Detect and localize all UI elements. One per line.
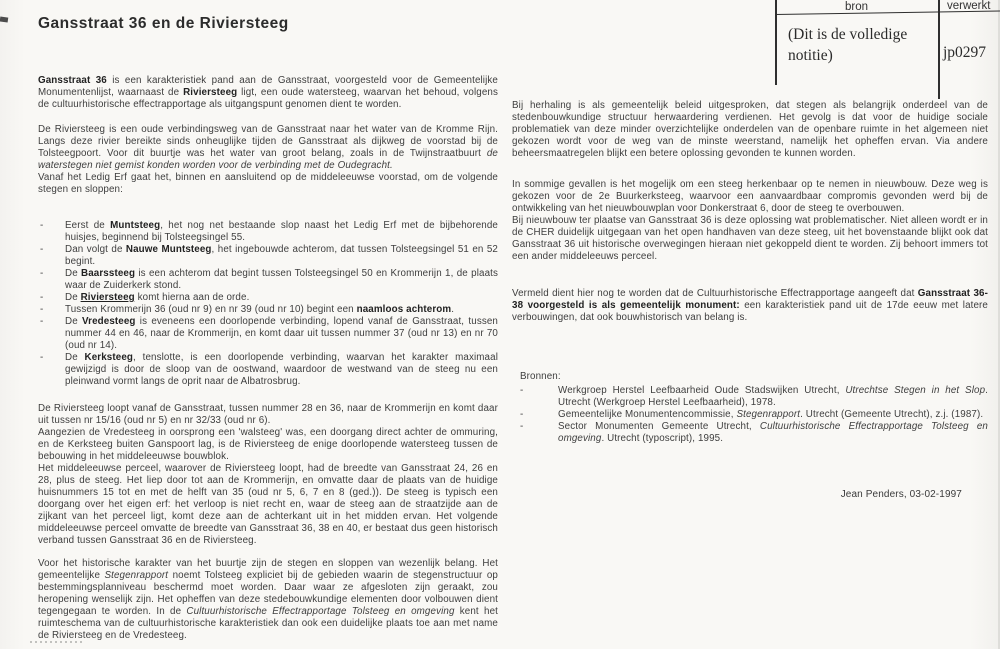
list-item-text: De Riviersteeg komt hierna aan de orde. xyxy=(65,292,250,303)
bullet-dash: - xyxy=(40,292,44,303)
source-text: Gemeentelijke Monumentencommissie, Stegenrapport. Utrecht (Gemeente Utrecht), z.j. (1987). xyxy=(558,409,984,420)
list-item-text: De Baarssteeg is een achterom dat begint tussen Tolsteegsingel 50 en Krommerijn 1, de plaats waar de Zuiderkerk stond. xyxy=(65,268,499,291)
document-title: Gansstraat 36 en de Riviersteeg xyxy=(38,15,289,32)
paragraph-loopt: De Riviersteeg loopt vanaf de Gansstraat, tussen nummer 28 en 36, naar de Krommerijn en komt daar uit tussen nr 15/16 (oud nr 5) en nr 32/33 (oud nr 6). xyxy=(38,403,498,426)
bullet-dash: - xyxy=(520,409,524,420)
table-cell-code: jp0297 xyxy=(943,44,987,61)
paragraph-gansstraat36: Bij nieuwbouw ter plaatse van Gansstraat 36 is deze oplossing wat problematischer. Niet alleen wordt er in de CHER duidelijk uitgegaan van het open handhaven van deze steeg, uit het bovenstaande blijkt ook dat Gansstraat 36 uit historische overwegingen hieraan niet gekoppeld dient te worden. Zij behoort immers tot een ander middeleeuws perceel. xyxy=(512,215,988,262)
source-item xyxy=(512,421,988,445)
paragraph-vermeld: Vermeld dient hier nog te worden dat de Cultuurhistorische Effectrapportage aangeeft dat Gansstraat 36-38 voorgesteld is als gemeentelijk monument: een karakteristiek pand uit de 17de eeuw met latere verbouwingen, dat ook bouwhistorisch van belang is. xyxy=(512,288,988,323)
bullet-dash: - xyxy=(40,268,44,279)
signature: Jean Penders, 03-02-1997 xyxy=(840,489,962,500)
paragraph-intro: Gansstraat 36 is een karakteristiek pand aan de Gansstraat, voorgesteld voor de Gemeentelijke Monumentenlijst, waarnaast de Riviersteeg ligt, een oude watersteeg, waarvan het behoud, volgens de cultuurhistorische effectrapportage als uitgangspunt genomen dient te worden. xyxy=(38,75,498,110)
right-column xyxy=(512,100,988,501)
paragraph-vanaf-ledig-erf: Vanaf het Ledig Erf gaat het, binnen en aansluitend op de middeleeuwse voorstad, om de volgende stegen en sloppen: xyxy=(38,172,498,195)
sources-list xyxy=(512,385,988,445)
paragraph-beleid: Bij herhaling is als gemeentelijk beleid uitgesproken, dat stegen als belangrijk onderdeel van de stedenbouwkundige structuur herwaardering verdienen. Het gevolg is dat voor de huidige sociale problematiek van deze minder overzichtelijke onderdelen van de openbare ruimte in het algemeen niet gekozen wordt voor de weg van de minste weerstand, namelijk het opheffen ervan. Via andere beheersmaatregelen blijkt een betere oplossing gevonden te kunnen worden. xyxy=(512,100,988,159)
steeg-list xyxy=(38,220,498,388)
bullet-dash: - xyxy=(520,385,524,396)
bullet-dash: - xyxy=(40,244,44,255)
source-item xyxy=(512,409,988,421)
list-item xyxy=(38,220,498,244)
list-item-text: De Vredesteeg is eveneens een doorlopende verbinding, lopend vanaf de Gansstraat, tussen nummer 44 en 46, naar de Krommerijn, en komt daar uit tussen nummer 37 (oud nr 13) en nr 70 (oud nr 14). xyxy=(65,316,498,351)
bullet-dash: - xyxy=(40,352,44,363)
list-item-text: De Kerksteeg, tenslotte, is een doorlopende verbinding, waarvan het karakter maximaal gewijzigd is door de sloop van de oostwand, waardoor de westwand van de steeg nu een pleinwand vormt langs de oprit naar de Albatrosbrug. xyxy=(65,352,498,387)
paragraph-historisch-karakter: Voor het historische karakter van het buurtje zijn de stegen en sloppen van wezenlijk belang. Het gemeentelijke Stegenrapport noemt Tolsteeg expliciet bij de gebieden waarin de stegenstructuur op bestemmingsplanniveau beschermd moet worden. Daar waar ze afgesloten zijn geraakt, zou heropening wenselijk zijn. Het opheffen van deze stedebouwkundige elementen door volbouwen dient tegengegaan te worden. In de Cultuurhistorische Effectrapportage Tolsteeg en omgeving kent het ruimteschema van de cultuurhistorische karakteristiek dan ook een duidelijke plaats toe aan met name de Riviersteeg en de Vredesteeg. xyxy=(38,558,498,641)
list-item xyxy=(38,292,498,304)
bullet-dash: - xyxy=(40,316,44,327)
table-cell-note: (Dit is de volledige notitie) xyxy=(788,26,908,64)
list-item xyxy=(38,244,498,268)
bullet-dash: - xyxy=(40,220,44,231)
paragraph-perceel: Het middeleeuwse perceel, waarover de Riviersteeg loopt, had de breedte van Gansstraat 24, 26 en 28, plus de steeg. Het liep door tot aan de Krommerijn, en omvatte daar de plaats van de huidige huisnummers 15 tot en met de helft van 35 (oud nr 5, 6, 7 en 8 (ged.)). De steeg is typisch een doorgang over het eigen erf: het verloop is niet recht en, waar de steeg aan de straatzijde aan de zijkant van het perceel ligt, komt deze aan de achterkant uit in het midden ervan. Het volgende middeleeuwse perceel omvatte de breedte van Gansstraat 36, 38 en 40, er bestaat dus geen historisch verband tussen Gansstraat 36 en de Riviersteeg. xyxy=(38,463,498,546)
source-text: Sector Monumenten Gemeente Utrecht, Cultuurhistorische Effectrapportage Tolsteeg en omgeving. Utrecht (typoscript), 1995. xyxy=(558,421,988,444)
bullet-dash: - xyxy=(40,304,44,315)
list-item xyxy=(38,304,498,316)
bullet-dash: - xyxy=(520,421,524,432)
source-text: Werkgroep Herstel Leefbaarheid Oude Stadswijken Utrecht, Utrechtse Stegen in het Slop. Utrecht (Werkgroep Herstel Leefbaarheid), 1978. xyxy=(558,385,988,408)
sources-label: Bronnen: xyxy=(520,371,561,382)
scan-edge-artifact xyxy=(0,16,8,22)
paragraph-nieuwbouw: In sommige gevallen is het mogelijk om een steeg herkenbaar op te nemen in nieuwbouw. Deze weg is gekozen voor de 2e Buurkerksteeg, waarvoor een aanvaardbaar compromis gevonden werd bij de ontwikkeling van het nieuwbouwplan voor Donkerstraat 6, door de steeg te overbouwen. xyxy=(512,179,988,214)
table-header-bron: bron xyxy=(844,1,869,13)
source-item xyxy=(512,385,988,409)
paragraph-riviersteeg: De Riviersteeg is een oude verbindingsweg van de Gansstraat naar het water van de Kromme Rijn. Langs deze rivier bereikte sinds onheuglijke tijden de Gansstraat als dijkweg de voorstad bij de Tolsteegpoort. Voor dit buurtje was het water van groot belang, zoals in de Twijnstraatbuurt de waterstegen niet gemist konden worden voor de verbinding met de Oudegracht. xyxy=(38,124,498,171)
table-header-verwerkt: verwerkt xyxy=(947,0,991,12)
left-column xyxy=(38,75,498,642)
paragraph-aangezien: Aangezien de Vredesteeg in oorsprong een 'walsteeg' was, een doorgang direct achter de ommuring, en de Kerksteeg buiten Ganspoort lag, is de Riviersteeg de enige doorlopende watersteeg tussen de bebouwing in het middeleeuwse bouwblok. xyxy=(38,427,498,462)
list-item-text: Dan volgt de Nauwe Muntsteeg, het ingebouwde achterom, dat tussen Tolsteegsingel 51 en 52 begint. xyxy=(65,244,498,267)
list-item-text: Eerst de Muntsteeg, het nog net bestaande slop naast het Ledig Erf met de bijbehorende huisjes, beginnend bij Tolsteegsingel 55. xyxy=(65,220,498,243)
list-item xyxy=(38,352,498,388)
list-item xyxy=(38,268,498,292)
list-item-text: Tussen Krommerijn 36 (oud nr 9) en nr 39 (oud nr 10) begint een naamloos achterom. xyxy=(65,304,455,315)
list-item xyxy=(38,316,498,352)
